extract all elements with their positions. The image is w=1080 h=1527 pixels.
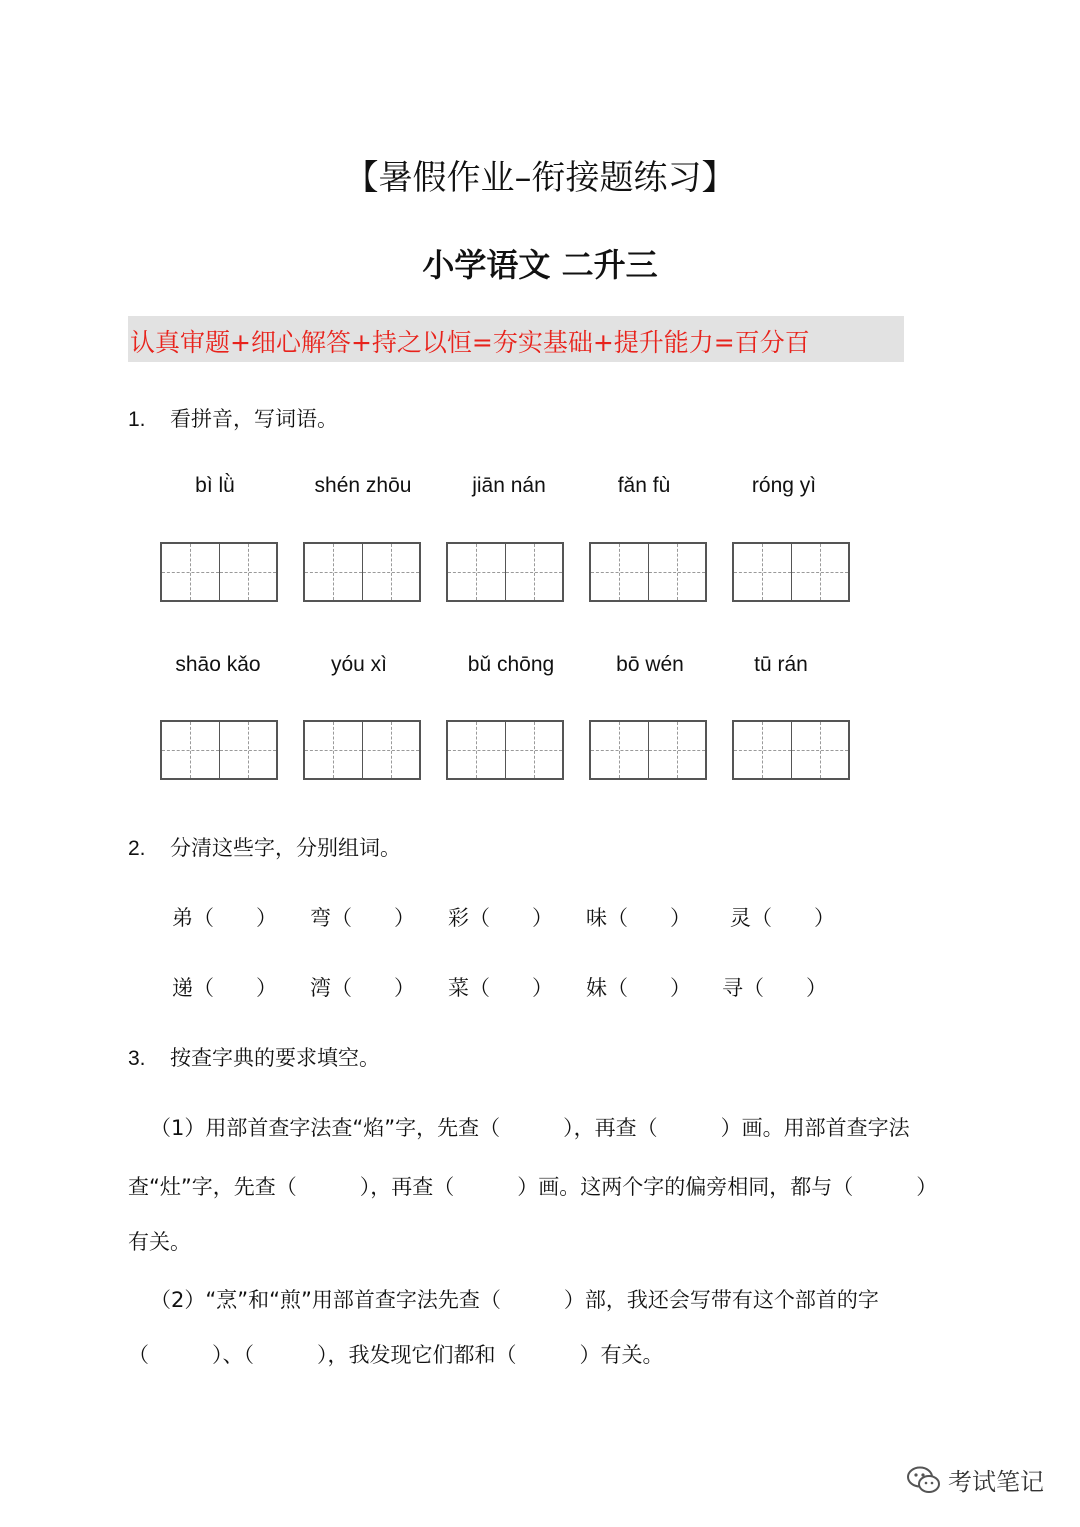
question-2-text: 分清这些字，分别组词。: [170, 836, 401, 860]
pinyin-label: yóu xì: [330, 653, 388, 676]
paragraph-line: 查“灶”字，先查（ ），再查（ ）画。这两个字的偏旁相同，都与（ ）: [128, 1175, 938, 1199]
motto-text: 认真审题+细心解答+持之以恒=夯实基础+提升能力=百分百: [130, 328, 810, 357]
page-title: 【暑假作业–衔接题练习】: [344, 158, 736, 198]
writing-grid[interactable]: [303, 542, 421, 602]
writing-grid[interactable]: [732, 720, 850, 780]
question-3: [128, 1042, 380, 1072]
pinyin-label: shén zhōu: [314, 474, 412, 497]
pinyin-label: róng yì: [751, 474, 817, 497]
question-2-number: 2.: [128, 837, 146, 860]
question-1-number: 1.: [128, 408, 146, 431]
word-blank[interactable]: 灵（ ）: [730, 906, 835, 930]
word-blank[interactable]: 寻（ ）: [722, 976, 827, 1000]
wechat-icon: [906, 1465, 942, 1495]
word-blank[interactable]: 湾（ ）: [310, 976, 415, 1000]
pinyin-label: jiān nán: [472, 474, 546, 497]
writing-grid[interactable]: [589, 542, 707, 602]
word-blank[interactable]: 弟（ ）: [172, 906, 277, 930]
writing-grid[interactable]: [303, 720, 421, 780]
word-blank[interactable]: 妹（ ）: [586, 976, 691, 1000]
paragraph-line: （ ）、（ ），我发现它们都和（ ）有关。: [128, 1343, 664, 1367]
question-2: [128, 832, 401, 862]
question-1-text: 看拼音，写词语。: [170, 407, 338, 431]
watermark: [906, 1462, 1044, 1497]
question-1: [128, 403, 338, 433]
paragraph-line: 有关。: [128, 1230, 191, 1254]
pinyin-label: fǎn fù: [617, 474, 671, 497]
pinyin-label: tū rán: [754, 653, 808, 676]
writing-grid[interactable]: [589, 720, 707, 780]
word-blank[interactable]: 菜（ ）: [448, 976, 553, 1000]
writing-grid[interactable]: [446, 542, 564, 602]
question-3-text: 按查字典的要求填空。: [170, 1046, 380, 1070]
pinyin-label: shāo kǎo: [175, 653, 261, 676]
pinyin-label: bǔ chōng: [467, 653, 555, 676]
word-blank[interactable]: 味（ ）: [586, 906, 691, 930]
writing-grid[interactable]: [160, 542, 278, 602]
question-3-number: 3.: [128, 1047, 146, 1070]
paragraph-line: （1）用部首查字法查“焰”字，先查（ ），再查（ ）画。用部首查字法: [150, 1116, 910, 1140]
word-blank[interactable]: 弯（ ）: [310, 906, 415, 930]
writing-grid[interactable]: [446, 720, 564, 780]
watermark-text: 考试笔记: [948, 1468, 1044, 1496]
page-subtitle: 小学语文 二升三: [422, 246, 658, 284]
word-blank[interactable]: 递（ ）: [172, 976, 277, 1000]
pinyin-label: bō wén: [616, 653, 684, 676]
word-blank[interactable]: 彩（ ）: [448, 906, 553, 930]
paragraph-line: （2）“烹”和“煎”用部首查字法先查（ ）部，我还会写带有这个部首的字: [150, 1288, 879, 1312]
motto-banner: [128, 316, 904, 362]
pinyin-label: bì lǜ: [195, 474, 235, 497]
writing-grid[interactable]: [732, 542, 850, 602]
writing-grid[interactable]: [160, 720, 278, 780]
